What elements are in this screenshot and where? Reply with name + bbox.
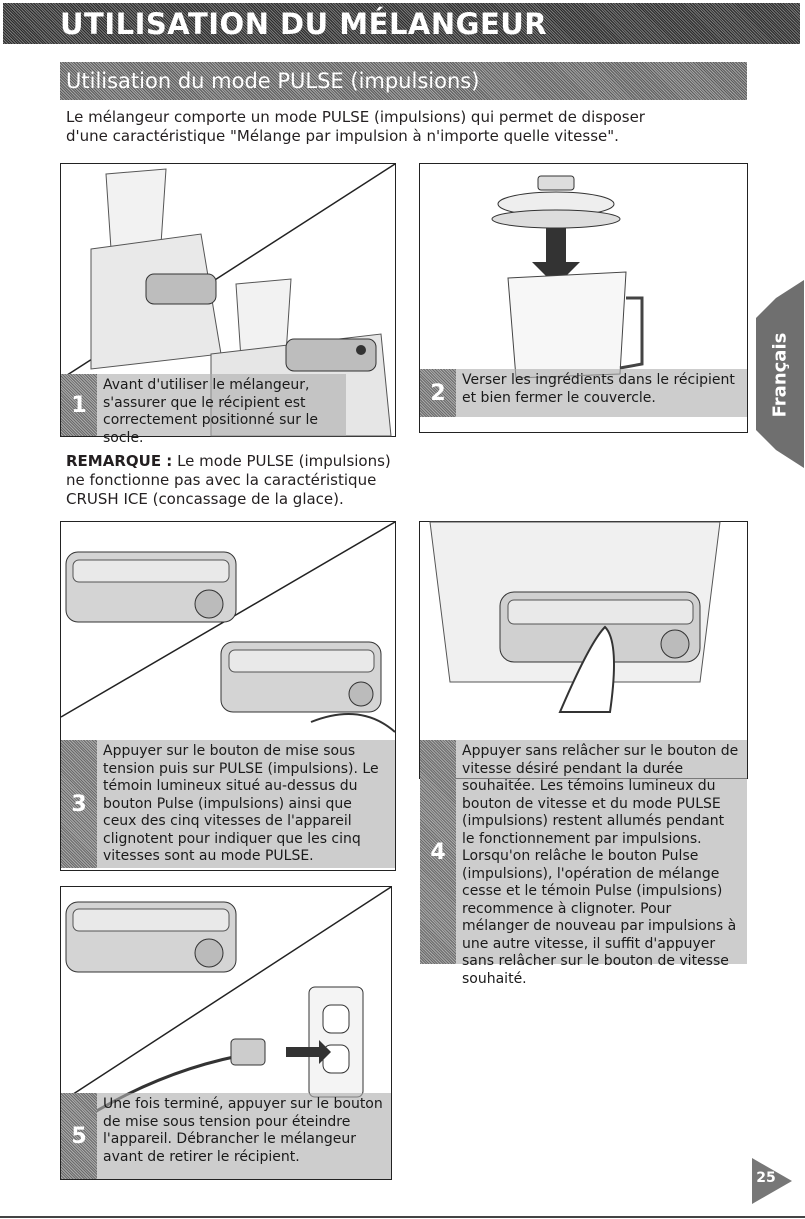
step-5-panel <box>60 886 392 1180</box>
step-5-caption <box>61 1093 391 1179</box>
note-label: REMARQUE : <box>66 452 173 470</box>
section-title: Utilisation du mode PULSE (impulsions) <box>66 69 480 93</box>
step-4-number: 4 <box>420 740 456 964</box>
step-2-number: 2 <box>420 369 456 417</box>
step-3-caption <box>61 740 395 868</box>
step-3-number: 3 <box>61 740 97 868</box>
note <box>66 452 406 509</box>
bottom-rule <box>0 1216 805 1218</box>
step-5-text: Une fois terminé, appuyer sur le bouton de mise sous tension pour éteindre l'appareil. Débrancher le mélangeur avant de retirer le récipient. <box>103 1096 383 1165</box>
step-3-text: Appuyer sur le bouton de mise sous tension puis sur PULSE (impulsions). Le témoin lumineux situé au-dessus du bouton Pulse (impulsions) ainsi que ceux des cinq vitesses de l'appareil clignotent pour indiquer que les cinq vitesses sont au mode PULSE. <box>103 743 379 864</box>
language-tab-label: Français <box>769 332 791 418</box>
step-3-panel <box>60 521 396 871</box>
step-2-caption <box>420 369 747 417</box>
step-5-number: 5 <box>61 1093 97 1179</box>
page-title: UTILISATION DU MÉLANGEUR <box>60 7 548 41</box>
step-1-caption <box>61 374 346 446</box>
step-1-text: Avant d'utiliser le mélangeur, s'assurer que le récipient est correctement positionné sur le socle. <box>103 377 318 446</box>
step-2-text: Verser les ingrédients dans le récipient et bien fermer le couvercle. <box>462 372 735 406</box>
step-1-panel <box>60 163 396 446</box>
step-4-panel <box>419 521 748 987</box>
language-tab-label-wrap <box>757 300 803 450</box>
page-number: 25 <box>756 1170 776 1186</box>
step-4-text: Appuyer sans relâcher sur le bouton de vitesse désiré pendant la durée souhaitée. Les témoins lumineux du bouton de vitesse et du mode PULSE (impulsions) restent allumés pendant le fonctionnement par impulsions. Lorsqu'on relâche le bouton Pulse (impulsions), l'opération de mélange cesse et le témoin Pulse (impulsions) recommence à clignoter. Pour mélanger de nouveau par impulsions à une autre vitesse, il suffit d'appuyer sans relâcher sur le bouton de vitesse souhaité. <box>462 743 739 987</box>
step-4-caption <box>420 740 747 987</box>
intro-paragraph: Le mélangeur comporte un mode PULSE (impulsions) qui permet de disposer d'une caractéristique "Mélange par impulsion à n'importe quelle vitesse". <box>66 108 645 145</box>
step-1-number: 1 <box>61 374 97 436</box>
step-2-panel <box>419 163 748 433</box>
note-text: Le mode PULSE (impulsions) ne fonctionne pas avec la caractéristique CRUSH ICE (concassage de la glace). <box>66 452 391 508</box>
